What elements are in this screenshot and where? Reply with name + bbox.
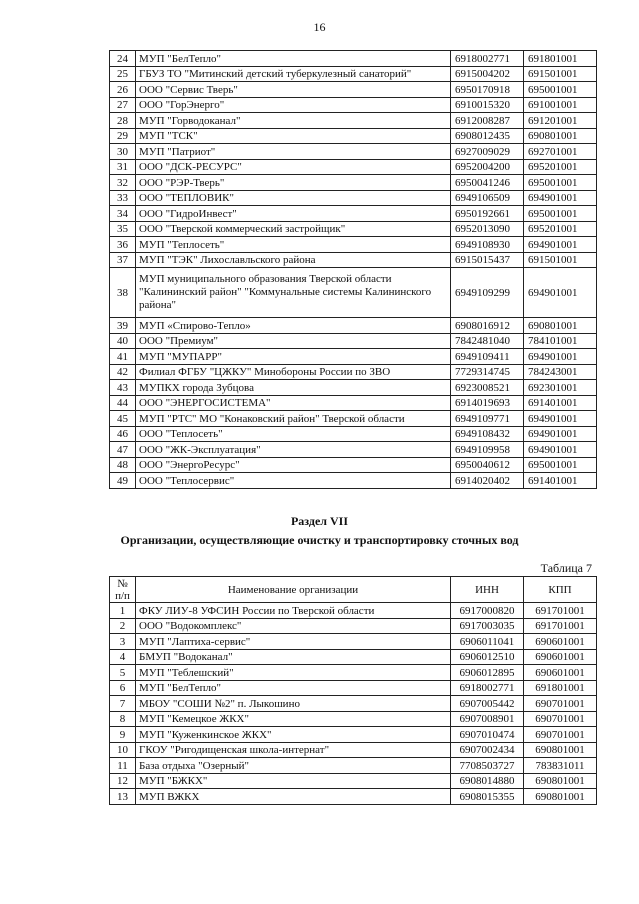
inn-value: 6950041246 xyxy=(451,175,524,191)
section-title: Раздел VII xyxy=(290,514,349,528)
table-row xyxy=(110,758,597,774)
inn-value: 6906012895 xyxy=(451,665,524,681)
inn-value: 6918002771 xyxy=(451,51,524,67)
inn-value: 6912008287 xyxy=(451,113,524,129)
table-row xyxy=(110,696,597,712)
row-number: 37 xyxy=(110,252,136,268)
table-row xyxy=(110,457,597,473)
row-number: 29 xyxy=(110,128,136,144)
table-row xyxy=(110,190,597,206)
table-header-row xyxy=(110,577,597,603)
organization-name: ООО "Тверской коммерческий застройщик" xyxy=(136,221,451,237)
inn-value: 6908014880 xyxy=(451,773,524,789)
organization-name: МУП "БелТепло" xyxy=(136,680,451,696)
header-number-abbr: п/п xyxy=(115,590,130,602)
table-row xyxy=(110,206,597,222)
organization-name: МУП "Горводоканал" xyxy=(136,113,451,129)
inn-value: 6949108930 xyxy=(451,237,524,253)
kpp-value: 690801001 xyxy=(524,128,597,144)
row-number: 13 xyxy=(110,789,136,805)
organization-name: ООО "РЭР-Тверь" xyxy=(136,175,451,191)
inn-value: 6950170918 xyxy=(451,82,524,98)
row-number: 3 xyxy=(110,634,136,650)
inn-value: 6907005442 xyxy=(451,696,524,712)
organization-name: ГБУЗ ТО "Митинский детский туберкулезный санаторий" xyxy=(136,66,451,82)
table-row xyxy=(110,665,597,681)
row-number: 12 xyxy=(110,773,136,789)
kpp-value: 690801001 xyxy=(524,318,597,334)
inn-value: 6906011041 xyxy=(451,634,524,650)
table-row xyxy=(110,742,597,758)
row-number: 11 xyxy=(110,758,136,774)
kpp-value: 690701001 xyxy=(524,727,597,743)
inn-value: 6917003035 xyxy=(451,618,524,634)
inn-value: 6949106509 xyxy=(451,190,524,206)
row-number: 48 xyxy=(110,457,136,473)
table-row xyxy=(110,252,597,268)
inn-value: 7842481040 xyxy=(451,333,524,349)
table-row xyxy=(110,349,597,365)
inn-value: 6908015355 xyxy=(451,789,524,805)
table-row xyxy=(110,333,597,349)
wastewater-table-body xyxy=(110,603,597,805)
organization-name: ООО "ЖК-Эксплуатация" xyxy=(136,442,451,458)
organization-name: МУП «Спирово-Тепло» xyxy=(136,318,451,334)
row-number: 5 xyxy=(110,665,136,681)
table-row xyxy=(110,634,597,650)
row-number: 27 xyxy=(110,97,136,113)
kpp-value: 691501001 xyxy=(524,66,597,82)
organization-name: Филиал ФГБУ "ЦЖКУ" Минобороны России по ЗВО xyxy=(136,364,451,380)
inn-value: 6949109771 xyxy=(451,411,524,427)
row-number: 25 xyxy=(110,66,136,82)
organization-name: МУП "Куженкинское ЖКХ" xyxy=(136,727,451,743)
organizations-table-continued xyxy=(109,50,597,489)
inn-value: 6907008901 xyxy=(451,711,524,727)
kpp-value: 691401001 xyxy=(524,473,597,489)
inn-value: 6908016912 xyxy=(451,318,524,334)
header-number-symbol: № xyxy=(117,578,128,590)
organizations-table-body xyxy=(110,51,597,489)
row-number: 8 xyxy=(110,711,136,727)
organization-name: ООО "Сервис Тверь" xyxy=(136,82,451,98)
kpp-value: 690601001 xyxy=(524,649,597,665)
organization-name: МУП ВЖКХ xyxy=(136,789,451,805)
inn-value: 6927009029 xyxy=(451,144,524,160)
row-number: 7 xyxy=(110,696,136,712)
organization-name: МУП "ТЭК" Лихославльского района xyxy=(136,252,451,268)
table-row xyxy=(110,51,597,67)
wastewater-organizations-table xyxy=(109,576,597,805)
inn-value: 6950192661 xyxy=(451,206,524,222)
section-subtitle: Организации, осуществляющие очистку и транспортировку сточных вод xyxy=(120,533,519,547)
inn-value: 7708503727 xyxy=(451,758,524,774)
inn-value: 6906012510 xyxy=(451,649,524,665)
kpp-value: 695001001 xyxy=(524,82,597,98)
header-inn: ИНН xyxy=(451,577,524,603)
organization-name: ООО "ДСК-РЕСУРС" xyxy=(136,159,451,175)
organization-name: ООО "Теплосеть" xyxy=(136,426,451,442)
kpp-value: 690801001 xyxy=(524,789,597,805)
inn-value: 6949108432 xyxy=(451,426,524,442)
kpp-value: 695201001 xyxy=(524,221,597,237)
organization-name: ООО "ГорЭнерго" xyxy=(136,97,451,113)
inn-value: 6914020402 xyxy=(451,473,524,489)
organization-name: База отдыха "Озерный" xyxy=(136,758,451,774)
table-row xyxy=(110,364,597,380)
table-row xyxy=(110,144,597,160)
page-number: 16 xyxy=(313,20,326,34)
kpp-value: 695201001 xyxy=(524,159,597,175)
inn-value: 6949109299 xyxy=(451,268,524,318)
kpp-value: 784101001 xyxy=(524,333,597,349)
kpp-value: 694901001 xyxy=(524,268,597,318)
kpp-value: 692701001 xyxy=(524,144,597,160)
table-row xyxy=(110,618,597,634)
kpp-value: 690601001 xyxy=(524,665,597,681)
row-number: 2 xyxy=(110,618,136,634)
table-row xyxy=(110,727,597,743)
kpp-value: 690801001 xyxy=(524,742,597,758)
organization-name: МУП "ТСК" xyxy=(136,128,451,144)
organization-name: ООО "Водокомплекс" xyxy=(136,618,451,634)
table-row xyxy=(110,128,597,144)
organization-name: МУП "БЖКХ" xyxy=(136,773,451,789)
organization-name: ООО "ТЕПЛОВИК" xyxy=(136,190,451,206)
table-row xyxy=(110,649,597,665)
table-row xyxy=(110,711,597,727)
row-number: 4 xyxy=(110,649,136,665)
kpp-value: 695001001 xyxy=(524,457,597,473)
row-number: 42 xyxy=(110,364,136,380)
kpp-value: 694901001 xyxy=(524,442,597,458)
table-row xyxy=(110,395,597,411)
inn-value: 6915004202 xyxy=(451,66,524,82)
table-row xyxy=(110,680,597,696)
organization-name: МБОУ "СОШИ №2" п. Лыкошино xyxy=(136,696,451,712)
row-number: 24 xyxy=(110,51,136,67)
inn-value: 6910015320 xyxy=(451,97,524,113)
table-row xyxy=(110,411,597,427)
kpp-value: 694901001 xyxy=(524,190,597,206)
kpp-value: 783831011 xyxy=(524,758,597,774)
organization-name: МУП "МУПАРР" xyxy=(136,349,451,365)
row-number: 31 xyxy=(110,159,136,175)
kpp-value: 692301001 xyxy=(524,380,597,396)
inn-value: 6907002434 xyxy=(451,742,524,758)
row-number: 28 xyxy=(110,113,136,129)
kpp-value: 690701001 xyxy=(524,696,597,712)
table-row xyxy=(110,159,597,175)
row-number: 32 xyxy=(110,175,136,191)
organization-name: ФКУ ЛИУ-8 УФСИН России по Тверской области xyxy=(136,603,451,619)
inn-value: 6918002771 xyxy=(451,680,524,696)
table-row xyxy=(110,97,597,113)
row-number: 30 xyxy=(110,144,136,160)
organization-name: МУП "Теплосеть" xyxy=(136,237,451,253)
table-row xyxy=(110,426,597,442)
table-row xyxy=(110,603,597,619)
row-number: 46 xyxy=(110,426,136,442)
row-number: 38 xyxy=(110,268,136,318)
organization-name: МУП "Лаптиха-сервис" xyxy=(136,634,451,650)
row-number: 35 xyxy=(110,221,136,237)
inn-value: 6914019693 xyxy=(451,395,524,411)
table-row xyxy=(110,175,597,191)
kpp-value: 695001001 xyxy=(524,175,597,191)
organization-name: МУП "БелТепло" xyxy=(136,51,451,67)
organization-name: ООО "ЭНЕРГОСИСТЕМА" xyxy=(136,395,451,411)
table-caption: Таблица 7 xyxy=(540,561,592,575)
kpp-value: 691801001 xyxy=(524,51,597,67)
kpp-value: 691801001 xyxy=(524,680,597,696)
organization-name: БМУП "Водоканал" xyxy=(136,649,451,665)
kpp-value: 691501001 xyxy=(524,252,597,268)
organization-name: МУПКХ города Зубцова xyxy=(136,380,451,396)
row-number: 34 xyxy=(110,206,136,222)
table-row xyxy=(110,380,597,396)
kpp-value: 690701001 xyxy=(524,711,597,727)
organization-name: МУП "Патриот" xyxy=(136,144,451,160)
row-number: 33 xyxy=(110,190,136,206)
kpp-value: 691001001 xyxy=(524,97,597,113)
table-row xyxy=(110,66,597,82)
row-number: 43 xyxy=(110,380,136,396)
inn-value: 6923008521 xyxy=(451,380,524,396)
kpp-value: 694901001 xyxy=(524,411,597,427)
inn-value: 6952013090 xyxy=(451,221,524,237)
inn-value: 6949109958 xyxy=(451,442,524,458)
organization-name: ООО "ЭнергоРесурс" xyxy=(136,457,451,473)
row-number: 45 xyxy=(110,411,136,427)
organization-name: ООО "Премиум" xyxy=(136,333,451,349)
kpp-value: 694901001 xyxy=(524,349,597,365)
organization-name: МУП "РТС" МО "Конаковский район" Тверской области xyxy=(136,411,451,427)
table-row xyxy=(110,113,597,129)
row-number: 6 xyxy=(110,680,136,696)
row-number: 44 xyxy=(110,395,136,411)
organization-name: МУП муниципального образования Тверской области "Калининский район" "Коммунальные системы Калининского района" xyxy=(136,268,451,318)
kpp-value: 690801001 xyxy=(524,773,597,789)
header-organization-name: Наименование организации xyxy=(136,577,451,603)
header-kpp: КПП xyxy=(524,577,597,603)
row-number: 47 xyxy=(110,442,136,458)
table-row xyxy=(110,237,597,253)
kpp-value: 694901001 xyxy=(524,237,597,253)
row-number: 40 xyxy=(110,333,136,349)
kpp-value: 691701001 xyxy=(524,603,597,619)
row-number: 49 xyxy=(110,473,136,489)
inn-value: 6907010474 xyxy=(451,727,524,743)
inn-value: 6917000820 xyxy=(451,603,524,619)
kpp-value: 695001001 xyxy=(524,206,597,222)
table-row xyxy=(110,318,597,334)
header-number xyxy=(110,577,136,603)
kpp-value: 691201001 xyxy=(524,113,597,129)
inn-value: 6949109411 xyxy=(451,349,524,365)
organization-name: ГКОУ "Ригодищенская школа-интернат" xyxy=(136,742,451,758)
table-row xyxy=(110,789,597,805)
row-number: 26 xyxy=(110,82,136,98)
table-row xyxy=(110,268,597,318)
row-number: 36 xyxy=(110,237,136,253)
table-row xyxy=(110,473,597,489)
kpp-value: 690601001 xyxy=(524,634,597,650)
kpp-value: 694901001 xyxy=(524,426,597,442)
organization-name: МУП "Теблешский" xyxy=(136,665,451,681)
kpp-value: 784243001 xyxy=(524,364,597,380)
organization-name: МУП "Кемецкое ЖКХ" xyxy=(136,711,451,727)
row-number: 39 xyxy=(110,318,136,334)
inn-value: 6952004200 xyxy=(451,159,524,175)
row-number: 10 xyxy=(110,742,136,758)
inn-value: 6908012435 xyxy=(451,128,524,144)
row-number: 9 xyxy=(110,727,136,743)
kpp-value: 691401001 xyxy=(524,395,597,411)
kpp-value: 691701001 xyxy=(524,618,597,634)
row-number: 1 xyxy=(110,603,136,619)
inn-value: 6915015437 xyxy=(451,252,524,268)
table-row xyxy=(110,221,597,237)
inn-value: 7729314745 xyxy=(451,364,524,380)
inn-value: 6950040612 xyxy=(451,457,524,473)
organization-name: ООО "ГидроИнвест" xyxy=(136,206,451,222)
table-row xyxy=(110,773,597,789)
row-number: 41 xyxy=(110,349,136,365)
organization-name: ООО "Теплосервис" xyxy=(136,473,451,489)
table-row xyxy=(110,442,597,458)
table-row xyxy=(110,82,597,98)
